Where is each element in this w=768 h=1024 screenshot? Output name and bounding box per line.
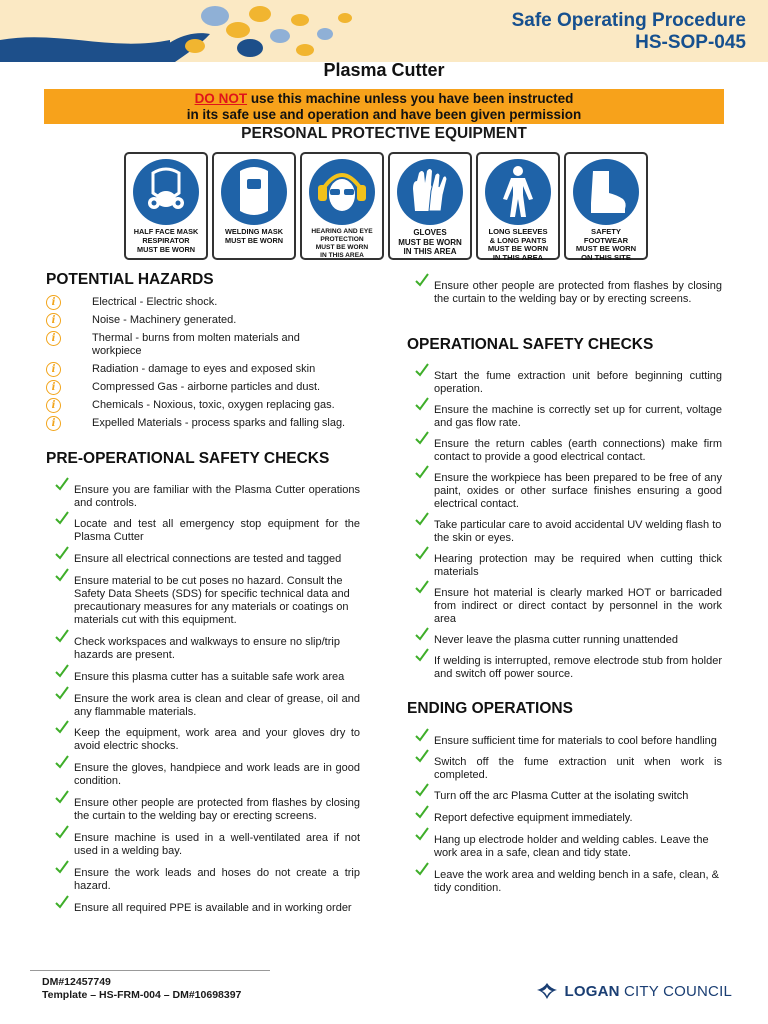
- checkmark-icon: [54, 754, 70, 770]
- list-item: i Noise - Machinery generated.: [46, 314, 366, 327]
- list-item: Ensure other people are protected from flashes by closing the curtain to the welding bay or by erecting screens.: [414, 280, 722, 306]
- list-item: Turn off the arc Plasma Cutter at the isolating switch: [414, 790, 722, 803]
- ppe-sign: [212, 152, 296, 260]
- operational-heading: OPERATIONAL SAFETY CHECKS: [407, 336, 654, 353]
- checkmark-icon: [414, 272, 430, 288]
- dm-number: DM#12457749: [42, 976, 111, 988]
- info-icon: i: [46, 416, 61, 431]
- checkmark-icon: [414, 861, 430, 877]
- list-item: If welding is interrupted, remove electrode stub from holder and switch off power source.: [414, 655, 722, 681]
- list-item: Ensure you are familiar with the Plasma Cutter operations and controls.: [54, 484, 360, 510]
- checkmark-icon: [54, 685, 70, 701]
- list-item: Ensure the machine is correctly set up for current, voltage and gas flow rate.: [414, 404, 722, 430]
- checkmark-icon: [54, 859, 70, 875]
- list-item: Ensure machine is used in a well-ventilated area if not used in a welding bay.: [54, 832, 360, 858]
- checkmark-icon: [54, 567, 70, 583]
- hearing-eye-protection-icon: [309, 159, 375, 225]
- info-icon: i: [46, 313, 61, 328]
- list-item: Hearing protection may be required when cutting thick materials: [414, 553, 722, 579]
- list-item: Report defective equipment immediately.: [414, 812, 722, 825]
- list-item: Leave the work area and welding bench in a safe, clean, & tidy condition.: [414, 869, 722, 895]
- council-logo: [536, 980, 732, 1002]
- checkmark-icon: [414, 826, 430, 842]
- list-item: Keep the equipment, work area and your gloves dry to avoid electric shocks.: [54, 727, 360, 753]
- list-item: Ensure this plasma cutter has a suitable safe work area: [54, 671, 360, 684]
- checkmark-icon: [54, 894, 70, 910]
- list-item: Take particular care to avoid accidental UV welding flash to the skin or eyes.: [414, 519, 722, 545]
- list-item: Ensure the gloves, handpiece and work leads are in good condition.: [54, 762, 360, 788]
- list-item: i Expelled Materials - process sparks and falling slag.: [46, 417, 366, 430]
- ending-heading: ENDING OPERATIONS: [407, 700, 573, 717]
- template-reference: Template – HS-FRM-004 – DM#10698397: [42, 989, 242, 1001]
- list-item: Locate and test all emergency stop equipment for the Plasma Cutter: [54, 518, 360, 544]
- checkmark-icon: [54, 545, 70, 561]
- checkmark-icon: [414, 430, 430, 446]
- ppe-caption: LONG SLEEVES & LONG PANTS MUST BE WORN IN THIS AREA: [487, 227, 549, 262]
- ppe-sign: [124, 152, 208, 260]
- list-item: Hang up electrode holder and welding cables. Leave the work area in a safe, clean and tidy state.: [414, 834, 722, 860]
- list-item: Ensure hot material is clearly marked HOT or barricaded from indirect or direct contact by personnel in the work area: [414, 587, 722, 626]
- ppe-caption: HALF FACE MASK RESPIRATOR MUST BE WORN: [133, 227, 199, 254]
- logo-bold: LOGAN: [564, 982, 620, 1000]
- checkmark-icon: [414, 396, 430, 412]
- checkmark-icon: [414, 511, 430, 527]
- checkmark-icon: [54, 824, 70, 840]
- checkmark-icon: [54, 663, 70, 679]
- ppe-sign: [388, 152, 472, 260]
- checkmark-icon: [414, 727, 430, 743]
- footer-references: [42, 976, 241, 1002]
- list-item: i Thermal - burns from molten materials and workpiece: [46, 332, 322, 358]
- header-decoration-icon: [0, 0, 400, 62]
- checkmark-icon: [414, 782, 430, 798]
- checkmark-icon: [414, 647, 430, 663]
- list-item: Ensure the work leads and hoses do not create a trip hazard.: [54, 867, 360, 893]
- document-code: HS-SOP-045: [635, 32, 746, 53]
- ppe-caption: WELDING MASK MUST BE WORN: [225, 227, 283, 245]
- gloves-icon: [397, 159, 463, 225]
- half-face-mask-icon: [133, 159, 199, 225]
- list-item: Ensure all electrical connections are tested and tagged: [54, 553, 360, 566]
- ppe-caption: GLOVES MUST BE WORN IN THIS AREA: [398, 228, 462, 257]
- checkmark-icon: [414, 804, 430, 820]
- logo-rest: CITY COUNCIL: [619, 982, 732, 1000]
- warning-banner: [44, 89, 724, 124]
- list-item: i Chemicals - Noxious, toxic, oxygen replacing gas.: [46, 399, 366, 412]
- checkmark-icon: [414, 464, 430, 480]
- list-item: Ensure the return cables (earth connections) make firm contact to provide a good electrical contact.: [414, 438, 722, 464]
- council-emblem-icon: [536, 982, 558, 1000]
- checkmark-icon: [54, 719, 70, 735]
- ppe-signs: [124, 152, 644, 260]
- checkmark-icon: [414, 579, 430, 595]
- warning-line1: use this machine unless you have been instructed: [247, 91, 574, 106]
- checkmark-icon: [414, 545, 430, 561]
- warning-emphasis: DO NOT: [194, 91, 248, 106]
- info-icon: i: [46, 331, 61, 346]
- info-icon: i: [46, 362, 61, 377]
- list-item: Switch off the fume extraction unit when work is completed.: [414, 756, 722, 782]
- list-item: Never leave the plasma cutter running unattended: [414, 634, 722, 647]
- checkmark-icon: [414, 748, 430, 764]
- checkmark-icon: [54, 628, 70, 644]
- long-sleeves-pants-icon: [485, 159, 551, 225]
- hazards-heading: POTENTIAL HAZARDS: [46, 271, 214, 288]
- list-item: Check workspaces and walkways to ensure no slip/trip hazards are present.: [54, 636, 360, 662]
- ppe-heading: PERSONAL PROTECTIVE EQUIPMENT: [241, 125, 527, 142]
- list-item: Ensure other people are protected from flashes by closing the curtain to the welding bay or erecting screens.: [54, 797, 360, 823]
- list-item: Ensure all required PPE is available and in working order: [54, 902, 360, 915]
- list-item: Ensure material to be cut poses no hazard. Consult the Safety Data Sheets (SDS) for specific technical data and precautionary measures for any materials or coatings on materials cut with this equipment.: [54, 575, 360, 627]
- footer-divider: [30, 970, 270, 971]
- list-item: Ensure the workpiece has been prepared to be free of any paint, oxides or other surface finishes ensuring a good electrical contact.: [414, 472, 722, 511]
- info-icon: i: [46, 398, 61, 413]
- welding-mask-icon: [221, 159, 287, 225]
- safety-footwear-icon: [573, 159, 639, 225]
- warning-line2: in its safe use and operation and have been given permission: [186, 107, 582, 122]
- document-type: Safe Operating Procedure: [511, 10, 746, 31]
- checkmark-icon: [54, 510, 70, 526]
- ppe-caption: SAFETY FOOTWEAR MUST BE WORN ON THIS SITE: [575, 227, 637, 262]
- checkmark-icon: [54, 789, 70, 805]
- ppe-sign: [300, 152, 384, 260]
- ppe-sign: [564, 152, 648, 260]
- document-title: [512, 10, 746, 54]
- list-item: Ensure sufficient time for materials to cool before handling: [414, 735, 722, 748]
- hazard-list: [46, 296, 366, 435]
- ppe-sign: [476, 152, 560, 260]
- list-item: i Compressed Gas - airborne particles and dust.: [46, 381, 366, 394]
- checkmark-icon: [54, 476, 70, 492]
- info-icon: i: [46, 380, 61, 395]
- pre-operational-list: [54, 484, 360, 915]
- list-item: i Electrical - Electric shock.: [46, 296, 366, 309]
- list-item: Ensure the work area is clean and clear of grease, oil and any flammable materials.: [54, 693, 360, 719]
- right-top-list: [414, 280, 722, 306]
- pre-operational-heading: PRE-OPERATIONAL SAFETY CHECKS: [46, 450, 330, 467]
- ppe-caption: HEARING AND EYE PROTECTION MUST BE WORN IN THIS AREA: [311, 228, 373, 259]
- list-item: i Radiation - damage to eyes and exposed skin: [46, 363, 366, 376]
- machine-title: Plasma Cutter: [323, 60, 445, 80]
- checkmark-icon: [414, 626, 430, 642]
- checkmark-icon: [414, 362, 430, 378]
- info-icon: i: [46, 295, 61, 310]
- ending-list: [414, 735, 722, 895]
- list-item: Start the fume extraction unit before beginning cutting operation.: [414, 370, 722, 396]
- operational-list: [414, 370, 722, 681]
